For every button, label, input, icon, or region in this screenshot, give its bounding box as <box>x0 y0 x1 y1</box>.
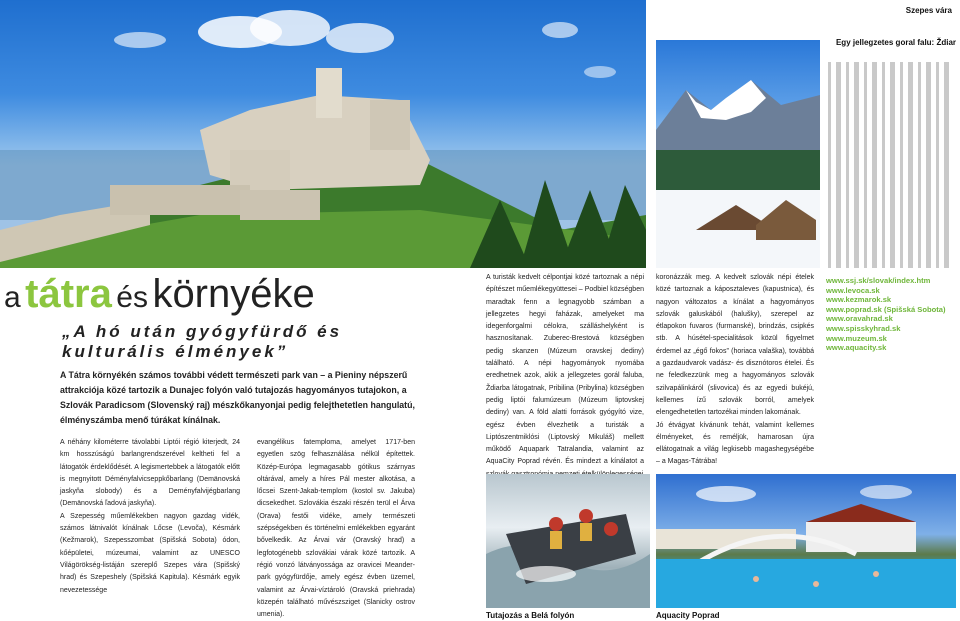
link-ssj[interactable]: www.ssj.sk/slovak/index.htm <box>826 276 931 285</box>
title-word-a: a <box>4 281 21 314</box>
spis-castle-photo <box>0 0 646 268</box>
lead-paragraph: A Tátra környékén számos további védett természeti park van – a Pieniny népszerű attrakciója közé tartozik a Dunajec folyón való tutajozás hagyományos tutajokon, a Szlovák Paradicsom (Slovenský raj) mészkőkanyonjai pedig felejthetetlen hangulatú, élményszámba menő túrákat kínálnak. <box>60 370 415 425</box>
aquapark-photo-caption: Aquacity Poprad <box>656 611 720 620</box>
title-word-kornyeke: környéke <box>152 272 315 316</box>
rafting-photo-caption: Tutajozás a Belá folyón <box>486 611 575 620</box>
subtitle-line-1: „A hó után gyógyfürdő és <box>62 322 343 341</box>
subtitle <box>62 322 342 362</box>
paragraph: evangélikus fatemploma, amelyet 1717-ben egyetlen szög felhasználása nélkül építettek. Közép-Európa legmagasabb gótikus szárnyas oltárával, amely a híres Pál mester alkotása, a lőcsei Szent-Jakab-templom (kostol sv. Jakuba) dicsekedhet. Szlovákia északi részén terül el Árva (Orava) festői vidéke, amely természeti szépségekben és történelmi emlékekben egyaránt bővelkedik. Az Árvai vár (Oravský hrad) a legfotogénebb szlovákiai várak közé tartozik. A régió vonzó látványossága az oravicei Meanderpark gyógyfürdője, amely egész évben üzemel, valamint az Árvai-víztároló (Oravská priehrada) közepén található művészsziget (Slanicky ostrov umenia). <box>257 439 415 619</box>
paragraph: A Szepesség műemlékekben nagyon gazdag vidék, számos látnivalót kínálnak Lőcse (Levoča), Késmárk (Kežmarok), Szepesszombat (Spišská Sobota) ódon, kőépületei, múzeumai, valamint az UNESCO Világörökség-listáján szereplő Szepes vára (Spišský hrad) és Szepeshely (Spišská Kapitula). Késmárk egyik nevezetessége <box>60 512 240 594</box>
text-column-1 <box>60 437 240 597</box>
paragraph: A néhány kilométerre távolabbi Liptói régió kiterjedt, 24 km hosszúságú barlangrendszerével keltheti fel a látogatók érdeklődését. A legismertebbek a látogatók előtt is megnyitott Déményfalvicseppkőbarlang (Demänovská jaskyňa slobody) és a Deményfalvijégbarlang (Demänovská ľadová jaskyňa). <box>60 439 240 508</box>
mountain-photo-caption: Egy jellegzetes goral falu: Ždiar <box>835 38 956 47</box>
text-column-3 <box>486 272 644 481</box>
link-kezmarok[interactable]: www.kezmarok.sk <box>826 295 892 305</box>
subtitle-line-2: kulturális élmények” <box>62 342 289 361</box>
paragraph: koronázzák meg. A kedvelt szlovák népi ételek közé tartoznak a káposztaleves (kapustnica), és nagyon változatos a kínálat a hagyományos szlovák galuskából (halušky), szerepel az étlapokon fuvaros (furmanské), brindzás, csipkés stb. A húsétel-specialitások közül figyelmet érdemel az „égő fokos” (horiaca valaška), továbbá a gazdaudvarok vadász- és disznótoros ételei. És ne feledkezzünk meg a hagyományos szlovák szilvapálinkáról (slivovica) és az egyedi bukéjú, kellemes ízű szlovák borról, amelyek elengedhetetlen tartozékai minden lakomának. <box>656 274 814 417</box>
rafting-photo <box>486 474 650 608</box>
link-levoca[interactable]: www.levoca.sk <box>826 285 880 295</box>
link-spisskyhrad[interactable]: www.spisskyhrad.sk <box>826 323 901 333</box>
link-oravahrad[interactable]: www.oravahrad.sk <box>826 314 893 324</box>
paragraph: A turisták kedvelt célpontjai közé tartoznak a népi építészet műemlékegyüttesei – Podbiel községben maradtak fenn a legnagyobb számban a jellegzetes hegyi faházak, amelyeket ma idegenforgalmi célokra, szálláshelyként is hasznosítanak. Zuberec-Brestová községben pedig skanzen (Múzeum oravskej dediny) található. A népi hagyományok nyomába eredhetnek azok, akik a jellegzetes gorál faluba, Ždiarba látogatnak, Pribilina (Pribylina) községben pedig liptói falumúzeum (Múzeum liptovskej dediny) van. A föld alatti források gyógyító vize, egész évben élvezhetik a turisták a Liptószentmiklósi (Liptovský Mikuláš) mellett működő Aquapark Tatralandia, valamint az AquaCity Poprad révén. És mindezt a kínálatot a <box>486 274 644 466</box>
title-word-es: és <box>116 281 148 314</box>
text-column-2 <box>257 437 415 621</box>
text-column-4 <box>656 272 814 469</box>
zdiar-village-photo <box>656 40 820 268</box>
paragraph: Jó étvágyat kívánunk tehát, valamint kellemes élményeket, és reméljük, hamarosan újra ellátogatnak a világ legkisebb magashegységébe – a Magas-Tátrába! <box>656 421 814 466</box>
title-word-tatra: tátra <box>25 272 112 316</box>
link-muzeum[interactable]: www.muzeum.sk <box>826 333 887 343</box>
aquacity-poprad-photo <box>656 474 956 608</box>
section-title: Szepes vára <box>905 6 952 15</box>
page-title <box>4 272 315 317</box>
link-aquacity[interactable]: www.aquacity.sk <box>826 343 887 353</box>
website-links <box>826 276 946 353</box>
link-poprad[interactable]: www.poprad.sk (Spišská Sobota) <box>826 304 946 314</box>
